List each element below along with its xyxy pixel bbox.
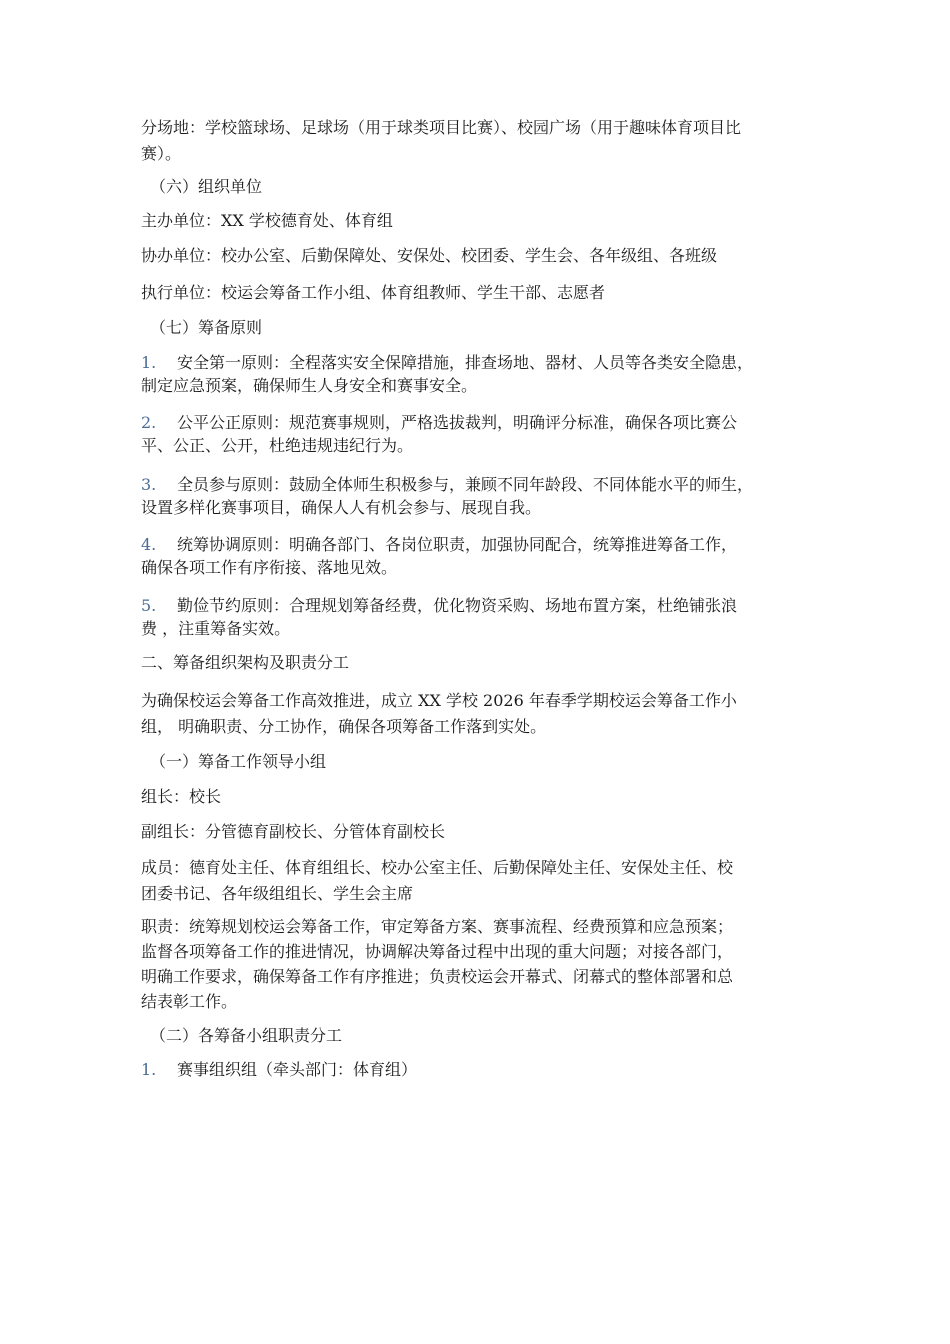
subsection-1-heading: （一）筹备工作领导小组 (150, 752, 327, 771)
list-item-continued: 设置多样化赛事项目，确保人人有机会参与、展现自我。 (141, 498, 542, 517)
host-unit: 主办单位：XX 学校德育处、体育组 (141, 211, 393, 230)
members-line-1: 成员：德育处主任、体育组组长、校办公室主任、后勤保障处主任、安保处主任、校 (141, 858, 734, 877)
list-item-continued: 费 ，注重筹备实效。 (141, 619, 291, 638)
list-item (141, 473, 821, 497)
list-number: 1. (141, 353, 157, 372)
list-text: 统筹协调原则：明确各部门、各岗位职责，加强协同配合，统筹推进筹备工作， (177, 535, 738, 554)
venue-line-2: 赛）。 (141, 144, 182, 163)
leader-line: 组长：校长 (141, 787, 222, 806)
list-text: 勤俭节约原则：合理规划筹备经费，优化物资采购、场地布置方案，杜绝铺张浪 (177, 596, 738, 615)
executor-unit: 执行单位：校运会筹备工作小组、体育组教师、学生干部、志愿者 (141, 283, 606, 302)
list-number: 1. (141, 1060, 157, 1079)
list-text: 公平公正原则：规范赛事规则，严格选拔裁判，明确评分标准，确保各项比赛公 (177, 413, 738, 432)
section-7-heading: （七）筹备原则 (150, 318, 263, 337)
section-6-heading: （六）组织单位 (150, 177, 263, 196)
duty-line-2: 监督各项筹备工作的推进情况，协调解决筹备过程中出现的重大问题；对接各部门， (141, 942, 734, 961)
list-text: 赛事组织组（牵头部门：体育组） (177, 1060, 418, 1079)
list-item (141, 594, 821, 618)
members-line-2: 团委书记、各年级组组长、学生会主席 (141, 884, 414, 903)
part-2-intro-1: 为确保校运会筹备工作高效推进，成立 XX 学校 2026 年春季学期校运会筹备工作小 (141, 691, 737, 710)
list-item (141, 411, 821, 435)
list-number: 2. (141, 413, 157, 432)
list-number: 4. (141, 535, 157, 554)
venue-line-1: 分场地：学校篮球场、足球场（用于球类项目比赛）、校园广场（用于趣味体育项目比 (141, 118, 742, 137)
cohost-unit: 协办单位：校办公室、后勤保障处、安保处、校团委、学生会、各年级组、各班级 (141, 246, 718, 265)
list-item (141, 351, 821, 375)
duty-line-4: 结表彰工作。 (141, 992, 238, 1011)
list-text: 全员参与原则：鼓励全体师生积极参与，兼顾不同年龄段、不同体能水平的师生， (177, 475, 754, 494)
duty-line-1: 职责：统筹规划校运会筹备工作，审定筹备方案、赛事流程、经费预算和应急预案； (141, 917, 734, 936)
list-number: 3. (141, 475, 157, 494)
list-item (141, 533, 821, 557)
part-2-intro-2: 组， 明确职责、分工协作，确保各项筹备工作落到实处。 (141, 717, 547, 736)
list-number: 5. (141, 596, 157, 615)
duty-line-3: 明确工作要求，确保筹备工作有序推进；负责校运会开幕式、闭幕式的整体部署和总 (141, 967, 734, 986)
list-item-continued: 制定应急预案，确保师生人身安全和赛事安全。 (141, 376, 478, 395)
list-item-continued: 确保各项工作有序衔接、落地见效。 (141, 558, 398, 577)
vice-leader-line: 副组长：分管德育副校长、分管体育副校长 (141, 822, 446, 841)
subsection-2-heading: （二）各筹备小组职责分工 (150, 1026, 343, 1045)
list-text: 安全第一原则：全程落实安全保障措施，排查场地、器材、人员等各类安全隐患， (177, 353, 754, 372)
list-item-continued: 平、公正、公开，杜绝违规违纪行为。 (141, 436, 414, 455)
list-item (141, 1058, 821, 1082)
part-2-heading: 二、筹备组织架构及职责分工 (141, 653, 350, 672)
